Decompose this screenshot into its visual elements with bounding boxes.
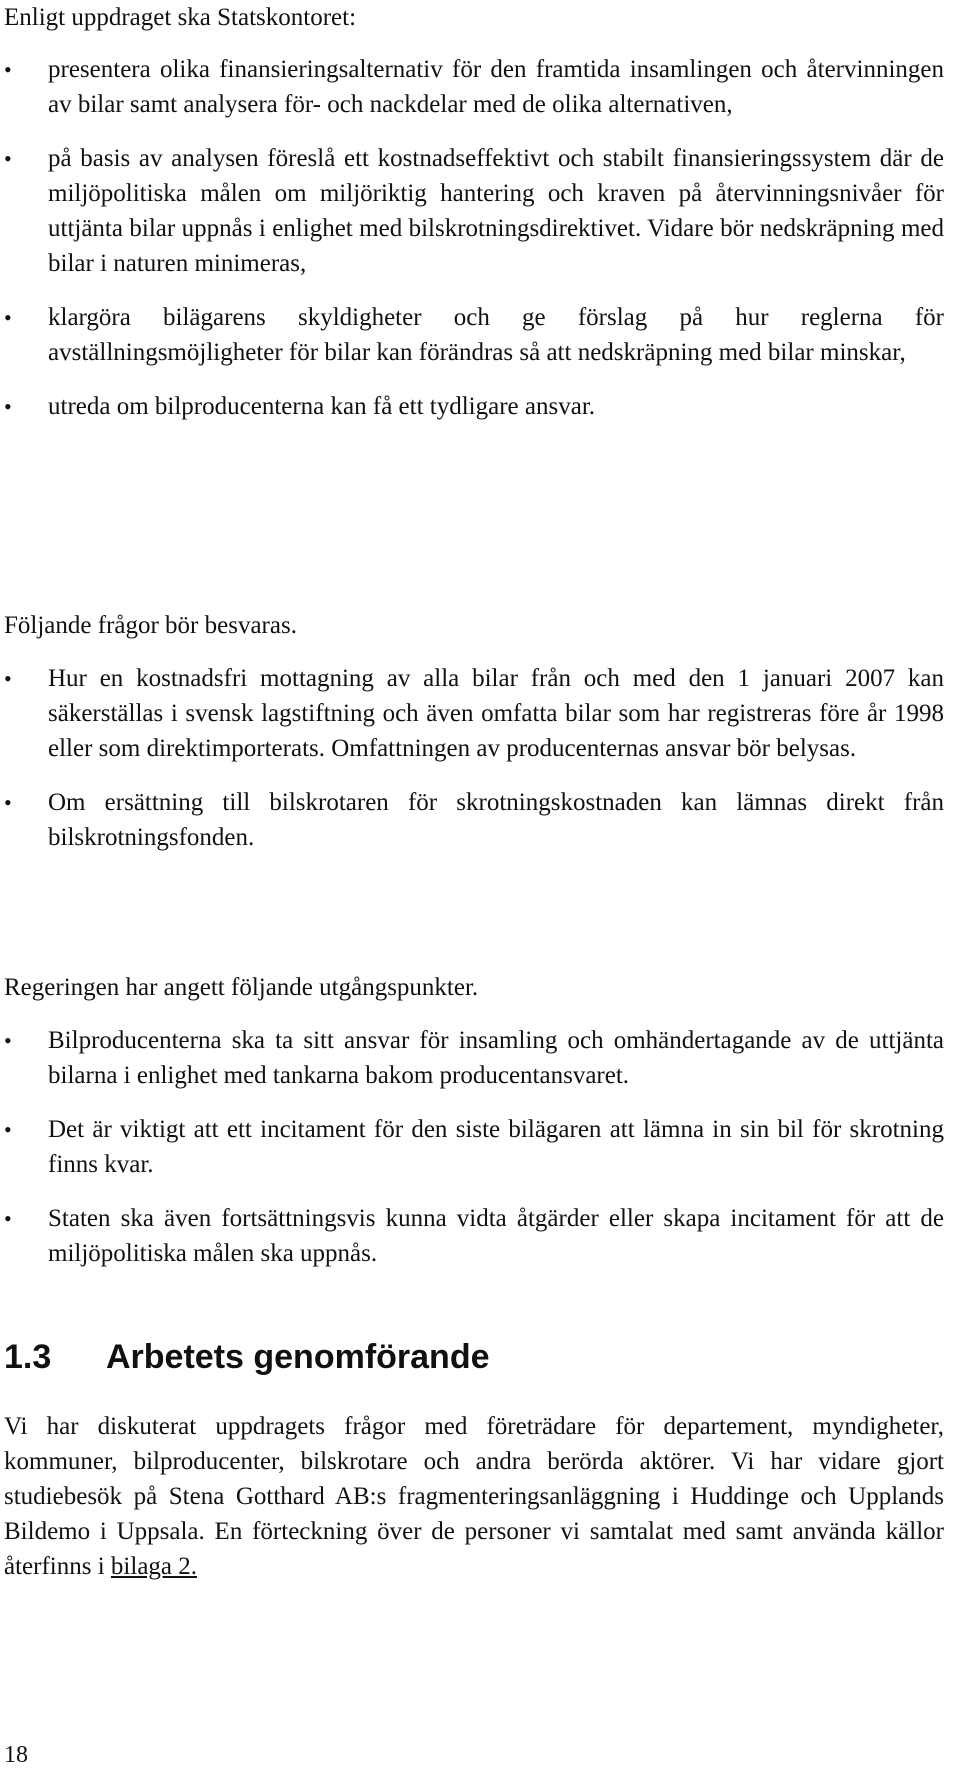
list-item-text: Staten ska även fortsättningsvis kunna vidta åtgärder eller skapa incitament för att de miljöpolitiska målen ska uppnås. bbox=[48, 1205, 944, 1267]
list-item bbox=[4, 785, 944, 855]
bullet-icon: • bbox=[4, 146, 12, 171]
list-item-text: klargöra bilägarens skyldigheter och ge förslag på hur reglerna för avställningsmöjligheter för bilar kan förändras så att nedskräpning med bilar minskar, bbox=[48, 304, 944, 366]
questions-intro: Följande frågor bör besvaras. bbox=[4, 612, 297, 639]
list-item-text: Det är viktigt att ett incitament för den siste bilägaren att lämna in sin bil för skrotning finns kvar. bbox=[48, 1116, 944, 1178]
list-item-text: presentera olika finansieringsalternativ för den framtida insamlingen och återvinningen av bilar samt analysera för- och nackdelar med de olika alternativen, bbox=[48, 56, 944, 118]
bullet-icon: • bbox=[4, 1206, 12, 1231]
section-heading bbox=[4, 1335, 490, 1379]
section-body bbox=[4, 1409, 944, 1584]
bullet-icon: • bbox=[4, 666, 12, 691]
section-number: 1.3 bbox=[4, 1338, 52, 1376]
list-item bbox=[4, 1023, 944, 1093]
bullet-icon: • bbox=[4, 57, 12, 82]
list-item-text: Om ersättning till bilskrotaren för skrotningskostnaden kan lämnas direkt från bilskrotningsfonden. bbox=[48, 789, 944, 851]
intro-text: Enligt uppdraget ska Statskontoret: bbox=[4, 4, 357, 31]
points-list bbox=[4, 1023, 944, 1271]
points-intro: Regeringen har angett följande utgångspunkter. bbox=[4, 974, 479, 1001]
page-number: 18 bbox=[4, 1742, 28, 1768]
list-item bbox=[4, 300, 944, 370]
list-item bbox=[4, 1201, 944, 1271]
list-item-text: Bilproducenterna ska ta sitt ansvar för insamling och omhändertagande av de uttjänta bilarna i enlighet med tankarna bakom producentansvaret. bbox=[48, 1027, 944, 1089]
list-item-text: utreda om bilproducenterna kan få ett tydligare ansvar. bbox=[48, 393, 596, 420]
section-title: Arbetets genomförande bbox=[106, 1338, 490, 1376]
bullet-icon: • bbox=[4, 1117, 12, 1142]
list-item bbox=[4, 52, 944, 122]
task-list bbox=[4, 52, 944, 424]
list-item bbox=[4, 389, 944, 424]
bullet-icon: • bbox=[4, 305, 12, 330]
list-item bbox=[4, 141, 944, 281]
bullet-icon: • bbox=[4, 1028, 12, 1053]
appendix-link[interactable]: bilaga 2. bbox=[110, 1553, 198, 1580]
list-item bbox=[4, 661, 944, 766]
list-item-text: Hur en kostnadsfri mottagning av alla bilar från och med den 1 januari 2007 kan säkerställas i svensk lagstiftning och även omfatta bilar som har registreras före år 1998 eller som direktimporterats. Omfattningen av producenternas ansvar bör belysas. bbox=[48, 665, 944, 762]
section-body-text: Vi har diskuterat uppdragets frågor med företrädare för departement, myndigheter, kommuner, bilproducenter, bilskrotare och andra berörda aktörer. Vi har vidare gjort studiebesök på Stena Gotthard AB:s fragmenteringsanläggning i Huddinge och Upplands Bildemo i Uppsala. En förteckning över de personer vi samtalat med samt använda källor återfinns i bbox=[4, 1413, 944, 1580]
list-item bbox=[4, 1112, 944, 1182]
bullet-icon: • bbox=[4, 394, 12, 419]
bullet-icon: • bbox=[4, 790, 12, 815]
list-item-text: på basis av analysen föreslå ett kostnadseffektivt och stabilt finansieringssystem där de miljöpolitiska målen om miljöriktig hantering och kraven på återvinningsnivåer för uttjänta bilar uppnås i enlighet med bilskrotningsdirektivet. Vidare bör nedskräpning med bilar i naturen minimeras, bbox=[48, 145, 944, 277]
question-list bbox=[4, 661, 944, 855]
